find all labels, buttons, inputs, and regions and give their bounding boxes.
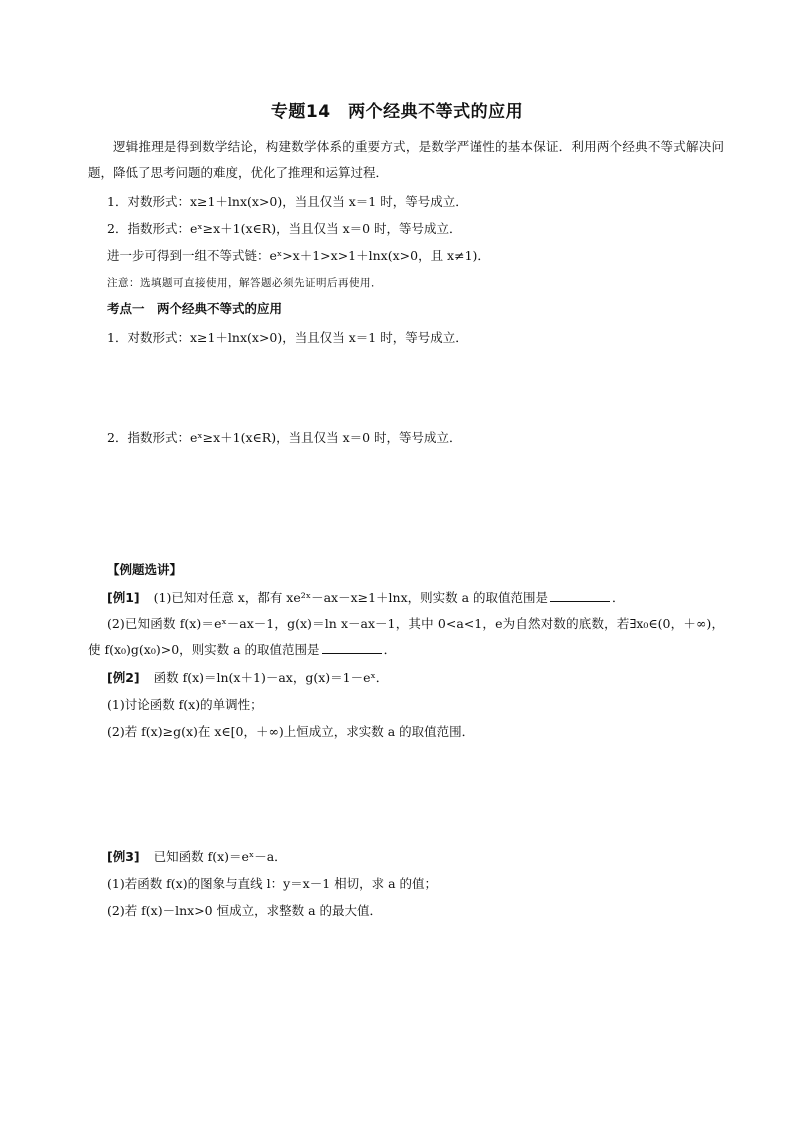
usage-note: 注意：选填题可直接使用，解答题必须先证明后再使用． [107,277,382,289]
point-exp-form: 2．指数形式：eˣ≥x＋1(x∈R)，当且仅当 x＝0 时，等号成立． [107,221,462,236]
example-1-part-1-end: ． [612,590,625,605]
example-3-stem [107,848,287,866]
example-1-part-1 [107,589,625,607]
example-2-label: [例2] [107,670,140,685]
example-2-stem [107,669,388,687]
example-2-question-2: (2)若 f(x)≥g(x)在 x∈[0，＋∞)上恒成立，求实数 a 的取值范围． [107,724,475,739]
example-3-stem-text: 已知函数 f(x)＝eˣ－a． [153,849,287,864]
answer-blank [550,589,610,602]
section-exp-form: 2．指数形式：eˣ≥x＋1(x∈R)，当且仅当 x＝0 时，等号成立． [107,430,462,445]
example-1-part-2-text: (2)已知函数 f(x)＝eˣ－ax－1，g(x)＝ln x－ax－1，其中 0<a<1，e为自然对数的底数，若∃x₀∈(0，＋∞)，使 f(x₀)g(x₀)>0，则实数 a 的取值范围是 [88,616,724,657]
page-title: 专题14 两个经典不等式的应用 [270,102,524,122]
example-1-part-2-end: ． [383,642,397,657]
examples-heading: 【例题选讲】 [107,562,183,577]
intro-paragraph: 逻辑推理是得到数学结论，构建数学体系的重要方式，是数学严谨性的基本保证．利用两个经典不等式解决问题，降低了思考问题的难度，优化了推理和运算过程． [88,139,724,180]
section-log-form: 1．对数形式：x≥1＋lnx(x>0)，当且仅当 x＝1 时，等号成立． [107,330,468,345]
point-log-form: 1．对数形式：x≥1＋lnx(x>0)，当且仅当 x＝1 时，等号成立． [107,194,468,209]
answer-blank [322,641,382,654]
example-2-stem-text: 函数 f(x)＝ln(x＋1)－ax，g(x)＝1－eˣ． [153,670,389,685]
example-1-part-2 [88,611,724,663]
example-3-question-1: (1)若函数 f(x)的图象与直线 l：y＝x－1 相切，求 a 的值； [107,876,438,891]
example-2-question-1: (1)讨论函数 f(x)的单调性； [107,697,263,712]
example-1-label: [例1] [107,590,140,605]
inequality-chain: 进一步可得到一组不等式链：eˣ>x＋1>x>1＋lnx(x>0，且 x≠1)． [107,248,490,263]
section-heading: 考点一 两个经典不等式的应用 [107,301,283,316]
example-1-part-1-text: (1)已知对任意 x，都有 xe²ˣ－ax－x≥1＋lnx，则实数 a 的取值范围是 [153,590,549,605]
example-3-question-2: (2)若 f(x)－lnx>0 恒成立，求整数 a 的最大值． [107,903,383,918]
example-3-label: [例3] [107,849,140,864]
